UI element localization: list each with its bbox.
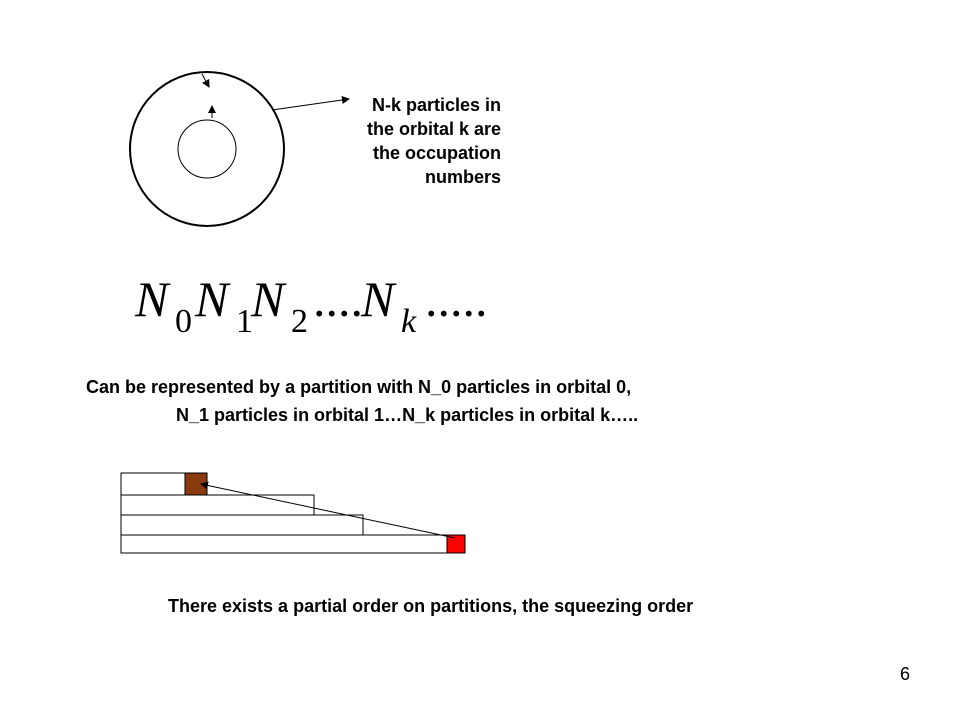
inner-orbit-circle	[178, 120, 236, 178]
formula-term-n0-subscript: 0	[175, 303, 192, 340]
formula-term-n1-symbol: N	[195, 271, 229, 327]
partition-row-4	[121, 535, 447, 553]
squeeze-target-box	[447, 535, 465, 553]
description-line-1: Can be represented by a partition with N_0 particles in orbital 0,	[86, 377, 632, 397]
occupation-formula	[133, 264, 533, 344]
callout-line-4: numbers	[424, 167, 501, 187]
partition-caption: There exists a partial order on partitions, the squeezing order	[168, 596, 694, 616]
partition-row-1	[121, 473, 185, 495]
formula-term-nk-subscript: k	[401, 303, 417, 340]
occupation-callout	[318, 93, 501, 189]
callout-line-2: the orbital k are	[366, 119, 501, 139]
description-line-2: N_1 particles in orbital 1…N_k particles in orbital k…..	[176, 405, 639, 425]
formula-term-n0-symbol: N	[135, 271, 169, 327]
partition-row-3	[121, 515, 363, 535]
formula-term-n1-subscript: 1	[236, 303, 253, 340]
callout-line-3: the occupation	[372, 143, 501, 163]
formula-term-nk-symbol: N	[361, 271, 395, 327]
formula-dots-2: .....	[425, 271, 488, 327]
outer-orbit-arrow-icon	[202, 74, 209, 87]
callout-line-1: N-k particles in	[371, 95, 501, 115]
outer-orbit-circle	[130, 72, 284, 226]
squeeze-source-box	[185, 473, 207, 495]
squeeze-move-arrow	[201, 484, 455, 538]
partition-row-2	[121, 495, 314, 515]
formula-dots-1: ....	[313, 271, 363, 327]
formula-term-n2-subscript: 2	[291, 303, 308, 340]
partition-diagram	[121, 473, 465, 553]
formula-term-n2-symbol: N	[251, 271, 285, 327]
page-number: 6	[899, 664, 910, 684]
